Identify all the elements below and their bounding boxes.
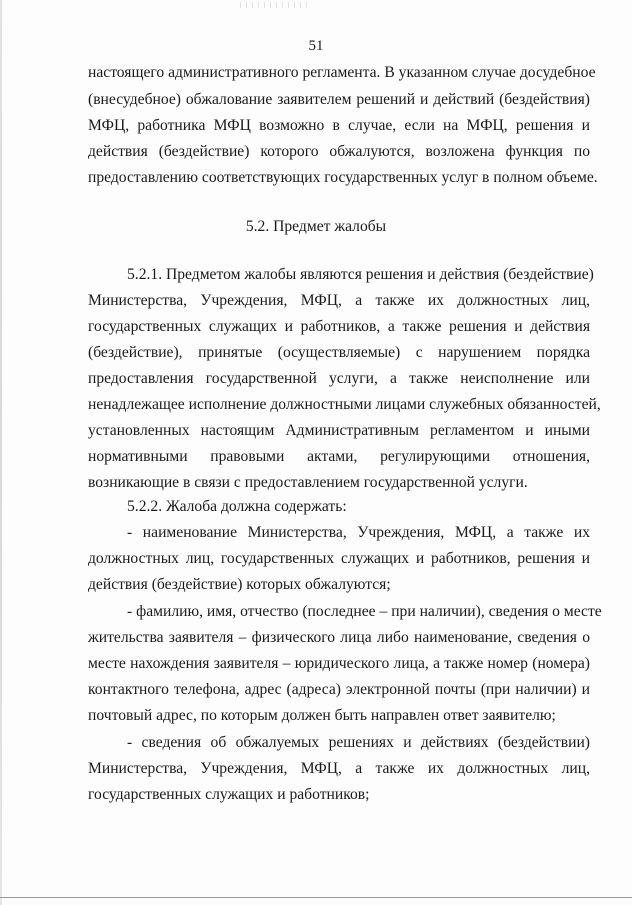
scan-left-edge [0, 0, 2, 905]
item1-line-2: должностных лиц, государственных служащих и работников, решения и [88, 550, 590, 567]
item2-line-2: жительства заявителя – физического лица либо наименование, сведения о [88, 629, 590, 646]
para-5-2-1-line-3: государственных служащих и работников, а также решения и действия [88, 318, 590, 335]
item3-line-2: Министерства, Учреждения, МФЦ, а также их должностных лиц, [88, 760, 590, 777]
para-5-2-1-line-6: ненадлежащее исполнение должностными лицами служебных обязанностей, [88, 396, 601, 413]
section-title: 5.2. Предмет жалобы [245, 218, 387, 235]
item3-line-3: государственных служащих и работников; [88, 786, 370, 803]
para1-line-1: настоящего административного регламента. В указанном случае досудебное [88, 64, 596, 81]
page-bottom-edge [0, 897, 632, 898]
para-5-2-1-line-8: нормативными правовыми актами, регулирующими отношения, [88, 448, 590, 465]
item2-line-5: почтовый адрес, по которым должен быть направлен ответ заявителю; [88, 707, 556, 724]
para-5-2-1-line-7: установленных настоящим Административным регламентом и иными [88, 422, 590, 439]
scan-artifact [240, 2, 310, 8]
para1-line-4: действия (бездействие) которого обжалуются, возложена функция по [88, 143, 590, 160]
item1-line-3: действия (бездействие) которых обжалуются; [88, 576, 391, 593]
para-5-2-2-heading: 5.2.2. Жалоба должна содержать: [127, 498, 347, 515]
item3-line-1: - сведения об обжалуемых решениях и действиях (бездействии) [127, 734, 590, 751]
para1-line-3: МФЦ, работника МФЦ возможно в случае, если на МФЦ, решения и [88, 117, 590, 134]
item2-line-1: - фамилию, имя, отчество (последнее – при наличии), сведения о месте [127, 603, 602, 620]
page-number: 51 [308, 38, 324, 54]
para-5-2-1-line-1: 5.2.1. Предметом жалобы являются решения и действия (бездействие) [127, 266, 594, 283]
para-5-2-1-line-2: Министерства, Учреждения, МФЦ, а также их должностных лиц, [88, 292, 590, 309]
item2-line-3: месте нахождения заявителя – юридического лица, а также номер (номера) [88, 655, 590, 672]
item2-line-4: контактного телефона, адрес (адреса) электронной почты (при наличии) и [88, 681, 590, 698]
para1-line-5: предоставлению соответствующих государственных услуг в полном объеме. [88, 169, 598, 186]
para-5-2-1-line-5: предоставления государственной услуги, а также неисполнение или [88, 370, 590, 387]
para-5-2-1-line-9: возникающие в связи с предоставлением государственной услуги. [88, 474, 528, 491]
para1-line-2: (внесудебное) обжалование заявителем решений и действий (бездействия) [88, 91, 590, 108]
para-5-2-1-line-4: (бездействие), принятые (осуществляемые) с нарушением порядка [88, 344, 590, 361]
item1-line-1: - наименование Министерства, Учреждения, МФЦ, а также их [127, 524, 590, 541]
